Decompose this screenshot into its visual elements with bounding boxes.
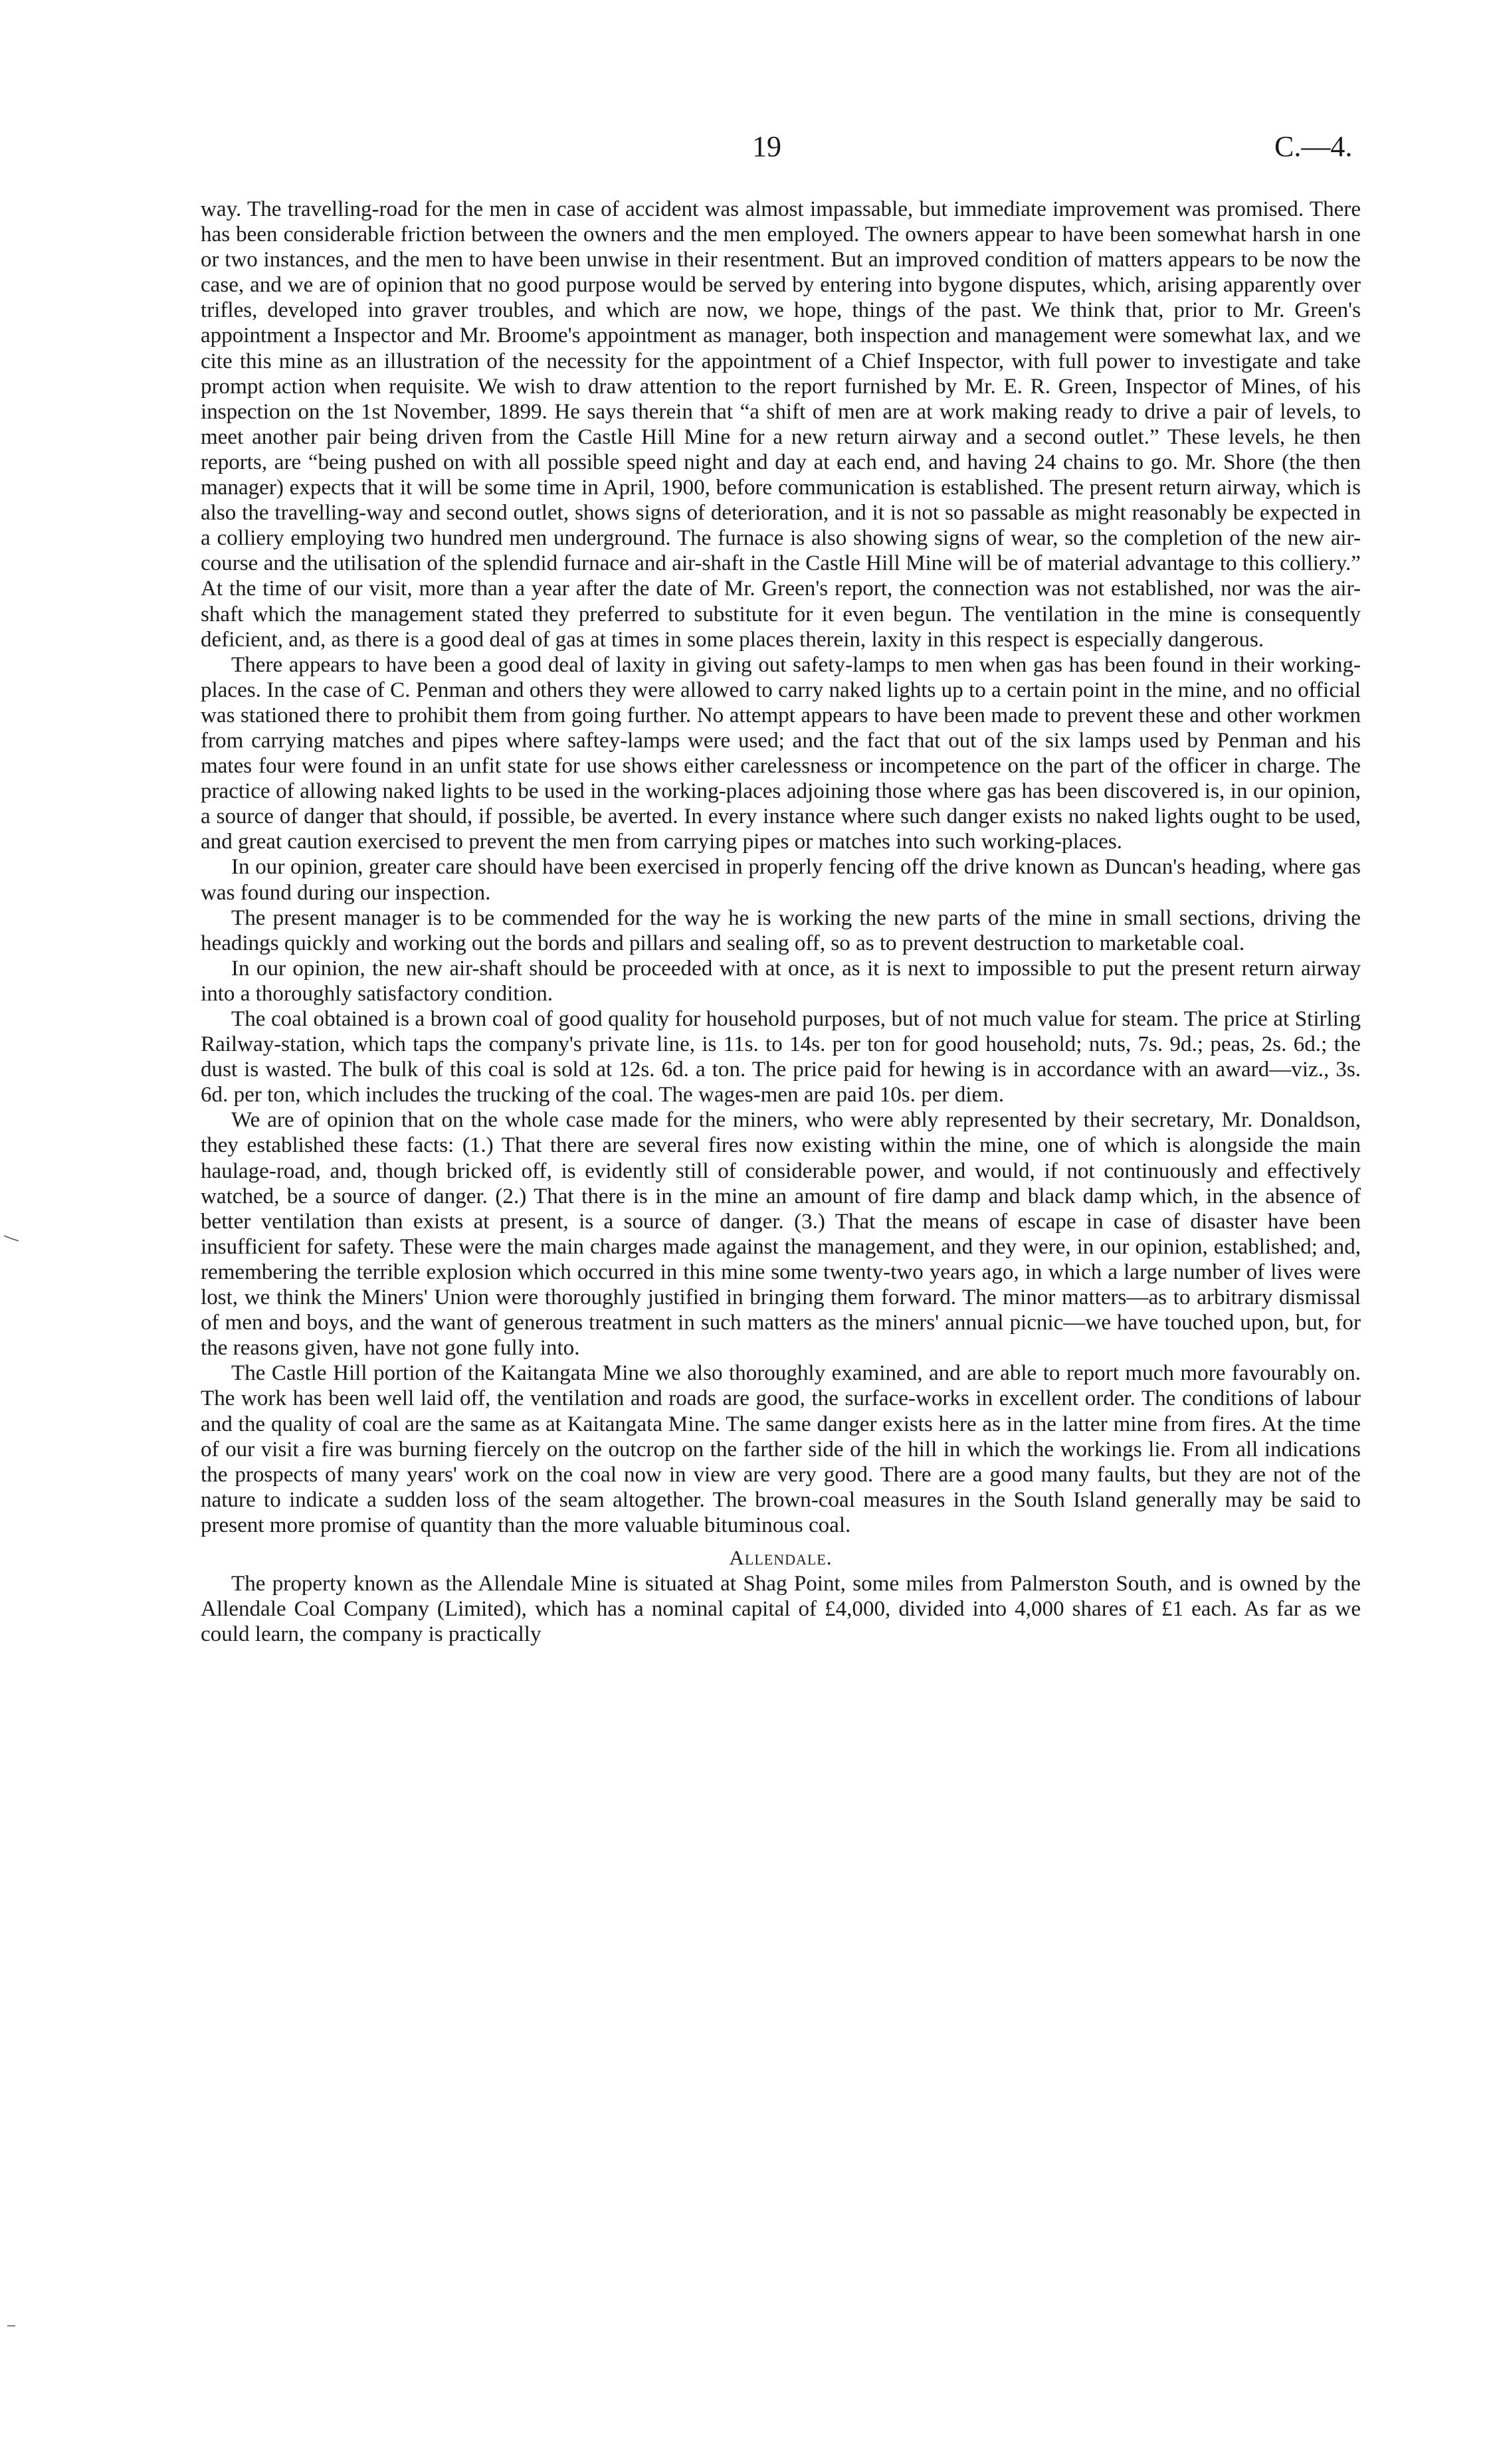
paragraph-1: way. The travelling-road for the men in case of accident was almost impassable, but immediate improvement was promised. There has been considerable friction between the owners and the men employed. The owners appear to have been somewhat harsh in one or two instances, and the men to have been unwise in their resentment. But an improved condition of matters appears to be now the case, and we are of opinion that no good purpose would be served by entering into bygone disputes, which, arising apparently over trifles, developed into graver troubles, and which are now, we hope, things of the past. We think that, prior to Mr. Green's appointment a Inspector and Mr. Broome's appointment as manager, both inspection and management were somewhat lax, and we cite this mine as an illustration of the necessity for the appointment of a Chief Inspector, with full power to investigate and take prompt action when requisite. We wish to draw attention to the report furnished by Mr. E. R. Green, Inspector of Mines, of his inspection on the 1st November, 1899. He says therein that “a shift of men are at work making ready to drive a pair of levels, to meet another pair being driven from the Castle Hill Mine for a new return airway and a second outlet.” These levels, he then reports, are “being pushed on with all possible speed night and day at each end, and having 24 chains to go. Mr. Shore (the then manager) expects that it will be some time in April, 1900, before communication is established. The present return airway, which is also the travelling-way and second outlet, shows signs of deterioration, and it is not so passable as might reasonably be expected in a colliery employing two hundred men underground. The furnace is also showing signs of wear, so the completion of the new air-course and the utilisation of the splendid furnace and air-shaft in the Castle Hill Mine will be of material advantage to this colliery.” At the time of our visit, more than a year after the date of Mr. Green's report, the connection was not established, nor was the air-shaft which the management stated they preferred to substitute for it even begun. The ventilation in the mine is consequently deficient, and, as there is a good deal of gas at times in some places therein, laxity in this respect is especially dangerous. bbox=[201, 197, 1361, 652]
paragraph-7: We are of opinion that on the whole case made for the miners, who were ably represented by their secretary, Mr. Donaldson, they established these facts: (1.) That there are several fires now existing within the mine, one of which is alongside the main haulage-road, and, though bricked off, is evidently still of considerable power, and would, if not continuously and effectively watched, be a source of danger. (2.) That there is in the mine an amount of fire damp and black damp which, in the absence of better ventilation than exists at present, is a source of danger. (3.) That the means of escape in case of disaster have been insufficient for safety. These were the main charges made against the management, and they were, in our opinion, established; and, remembering the terrible explosion which occurred in this mine some twenty-two years ago, in which a large number of lives were lost, we think the Miners' Union were thoroughly justified in bringing them forward. The minor matters—as to arbitrary dismissal of men and boys, and the want of generous treatment in such matters as the miners' annual picnic—we have touched upon, but, for the reasons given, have not gone fully into. bbox=[201, 1108, 1361, 1361]
margin-dash-mark bbox=[7, 2324, 16, 2328]
paragraph-5: In our opinion, the new air-shaft should be proceeded with at once, as it is next to impossible to put the present return airway into a thoroughly satisfactory condition. bbox=[201, 956, 1361, 1006]
main-text bbox=[201, 197, 1361, 1647]
document-reference: C.—4. bbox=[1274, 130, 1353, 163]
page-number: 19 bbox=[752, 130, 781, 163]
paragraph-4: The present manager is to be commended for the way he is working the new parts of the mine in small sections, driving the headings quickly and working out the bords and pillars and sealing off, so as to prevent destruction to marketable coal. bbox=[201, 905, 1361, 955]
paragraph-8: The Castle Hill portion of the Kaitangata Mine we also thoroughly examined, and are able to report much more favourably on. The work has been well laid off, the ventilation and roads are good, the surface-works in excellent order. The conditions of labour and the quality of coal are the same as at Kaitangata Mine. The same danger exists here as in the latter mine from fires. At the time of our visit a fire was burning fiercely on the outcrop on the farther side of the hill in which the workings lie. From all indications the prospects of many years' work on the coal now in view are very good. There are a good many faults, but they are not of the nature to indicate a sudden loss of the seam altogether. The brown-coal measures in the South Island generally may be said to present more promise of quantity than the more valuable bituminous coal. bbox=[201, 1361, 1361, 1537]
paragraph-2: There appears to have been a good deal of laxity in giving out safety-lamps to men when gas has been found in their working-places. In the case of C. Penman and others they were allowed to carry naked lights up to a certain point in the mine, and no official was stationed there to prohibit them from going further. No attempt appears to have been made to prevent these and other workmen from carrying matches and pipes where saftey-lamps were used; and the fact that out of the six lamps used by Penman and his mates four were found in an unfit state for use shows either carelessness or incompetence on the part of the officer in charge. The practice of allowing naked lights to be used in the working-places adjoining those where gas has been discovered is, in our opinion, a source of danger that should, if possible, be averted. In every instance where such danger exists no naked lights ought to be used, and great caution exercised to prevent the men from carrying pipes or matches into such working-places. bbox=[201, 652, 1361, 854]
paragraph-6: The coal obtained is a brown coal of good quality for household purposes, but of not much value for steam. The price at Stirling Railway-station, which taps the company's private line, is 11s. to 14s. per ton for good household; nuts, 7s. 9d.; peas, 2s. 6d.; the dust is wasted. The bulk of this coal is sold at 12s. 6d. a ton. The price paid for hewing is in accordance with an award—viz., 3s. 6d. per ton, which includes the trucking of the coal. The wages-men are paid 10s. per diem. bbox=[201, 1007, 1361, 1107]
margin-scratch-mark bbox=[3, 1233, 21, 1242]
section-heading-allendale: Allendale. bbox=[729, 1545, 833, 1569]
paragraph-allendale: The property known as the Allendale Mine is situated at Shag Point, some miles from Palmerston South, and is owned by the Allendale Coal Company (Limited), which has a nominal capital of £4,000, divided into 4,000 shares of £1 each. As far as we could learn, the company is practically bbox=[201, 1571, 1361, 1647]
paragraph-3: In our opinion, greater care should have been exercised in properly fencing off the drive known as Duncan's heading, where gas was found during our inspection. bbox=[201, 855, 1361, 905]
